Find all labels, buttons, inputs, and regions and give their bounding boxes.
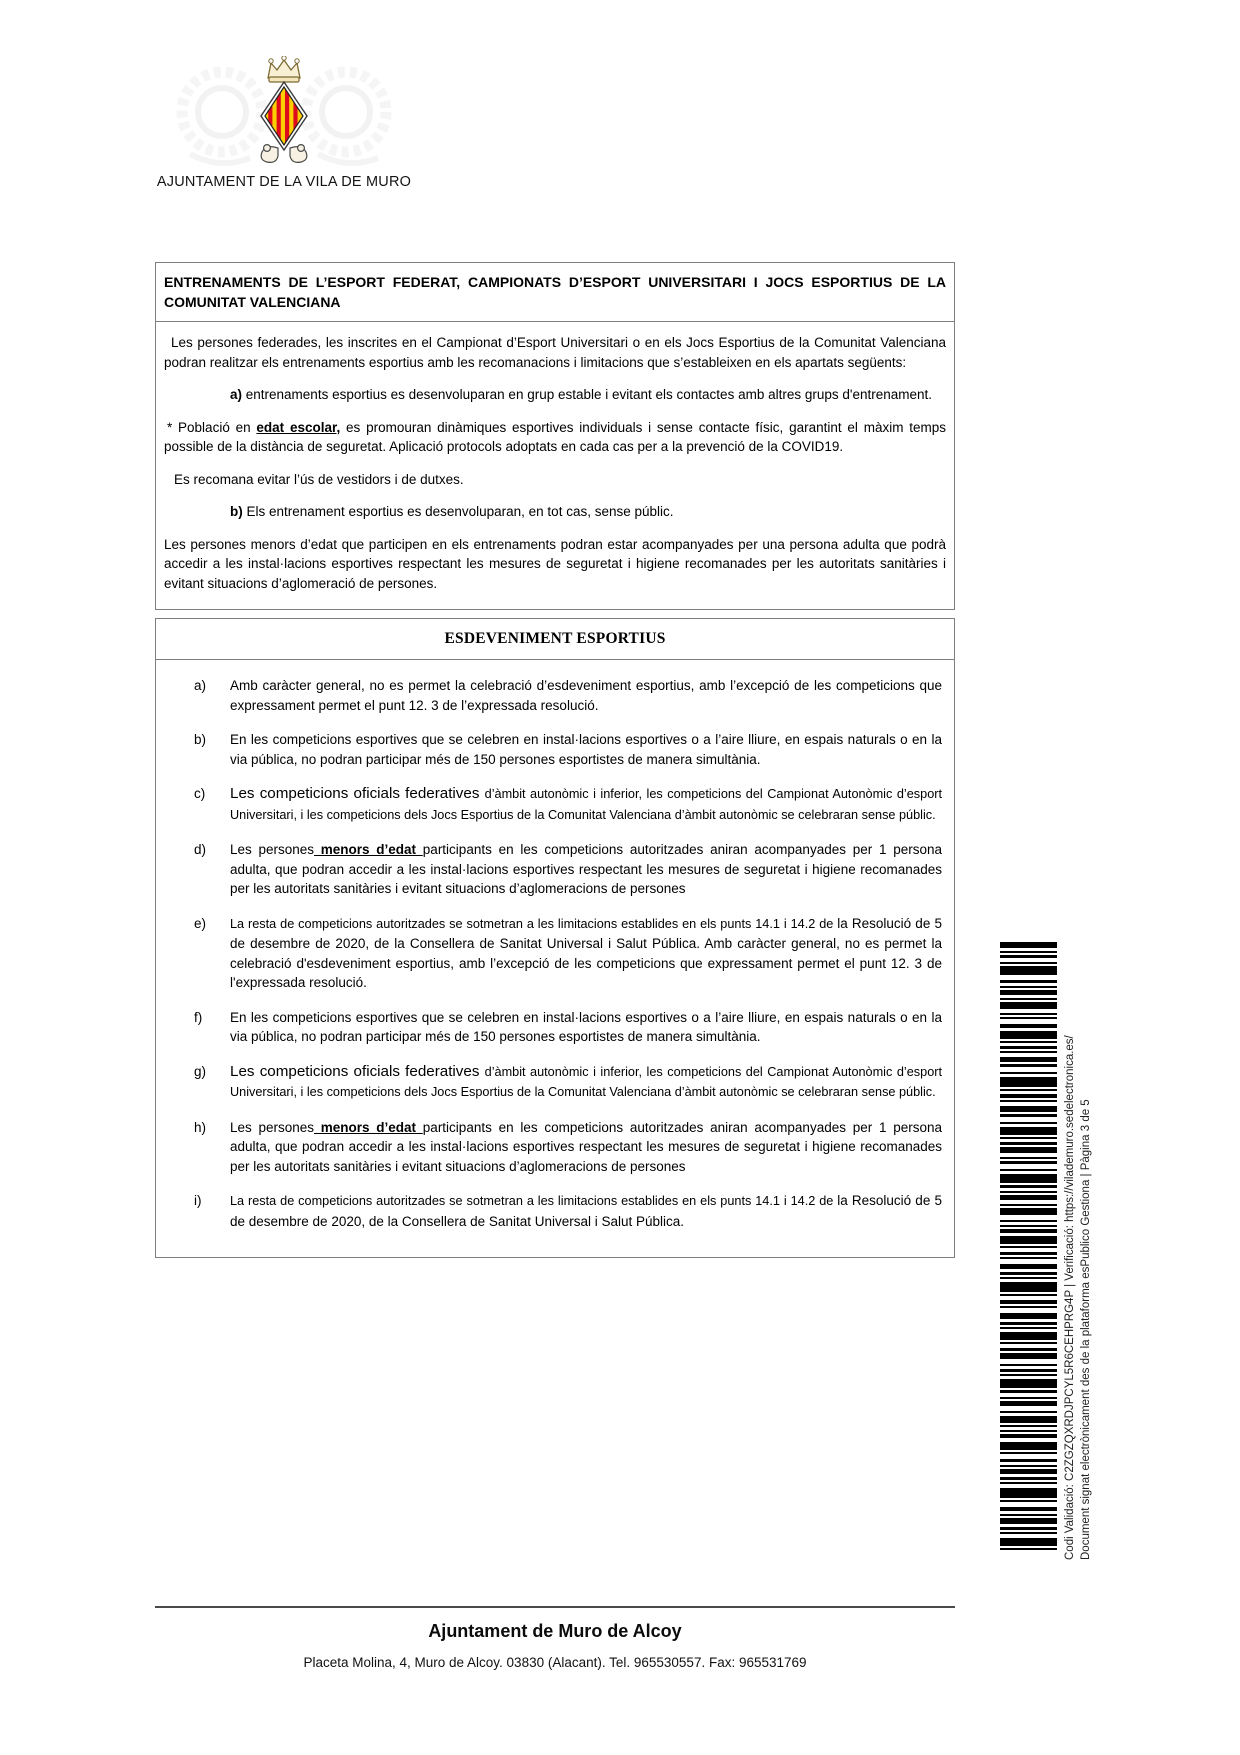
validation-text	[1062, 940, 1096, 1560]
barcode-bar	[1000, 1002, 1057, 1009]
intro-paragraph	[230, 502, 946, 522]
barcode-bar	[1000, 1208, 1057, 1215]
text-segment: a)	[230, 387, 243, 402]
barcode-bar	[1000, 1264, 1057, 1269]
list-item-letter: b)	[194, 732, 207, 747]
barcode-bar	[1000, 1161, 1057, 1164]
list-item-letter: g)	[194, 1063, 207, 1079]
list-item	[194, 1062, 942, 1103]
list-item	[194, 1008, 942, 1047]
barcode-bar	[1000, 942, 1057, 948]
barcode-bar	[1000, 1277, 1057, 1279]
barcode-bar	[1000, 1089, 1057, 1091]
barcode-bar	[1000, 1041, 1057, 1043]
list-item-letter: e)	[194, 915, 207, 931]
barcode-bar	[1000, 1518, 1057, 1524]
barcode-bar	[1000, 1046, 1057, 1049]
barcode-bar	[1000, 1538, 1057, 1546]
barcode-bar	[1000, 1514, 1057, 1516]
barcode-bar	[1000, 1294, 1057, 1296]
barcode-bar	[1000, 1114, 1057, 1117]
barcode-bar	[1000, 1527, 1057, 1530]
text-segment: Les competicions oficials federatives	[230, 1062, 485, 1080]
text-segment: participants en les competicions autoritzades aniran acompanyades per 1 persona adulta, que podran accedir a les instal·lacions esportives respectant les mesures de seguretat i higiene recomanades per les autoritats sanitàries i evitant situacions d’aglomeracions de persones	[230, 1119, 942, 1174]
barcode-bar	[1000, 1411, 1057, 1413]
barcode-bar	[1000, 1507, 1057, 1511]
barcode-bar	[1000, 1401, 1057, 1406]
list-item-letter: f)	[194, 1009, 203, 1025]
list-item	[194, 840, 942, 899]
barcode-bar	[1000, 1282, 1057, 1292]
barcode-bar	[1000, 1364, 1057, 1366]
barcode-bar	[1000, 1057, 1057, 1062]
text-segment: En les competicions esportives que se celebren en instal·lacions esportives o a l’aire lliure, en espais naturals o en la via pública, no podran participar més de 150 persones esportistes de manera simultània.	[230, 1009, 942, 1044]
list-item-text	[230, 840, 942, 899]
barcode-bar	[1000, 1332, 1057, 1340]
barcode-bar	[1000, 1236, 1057, 1244]
text-segment: Les competicions oficials federatives	[230, 785, 485, 802]
barcode-bar	[1000, 1195, 1057, 1200]
text-segment: participants en les competicions autoritzades aniran acompanyades per 1 persona adulta, que podran accedir a les instal·lacions esportives respectant les mesures de seguretat i higiene recomanades per les autoritats sanitàries i evitant situacions d’aglomeracions de persones	[230, 842, 942, 896]
barcode-bar	[1000, 1369, 1057, 1372]
barcode-bar	[1000, 1374, 1057, 1376]
barcode-bar	[1000, 1185, 1057, 1188]
barcode-bar	[1000, 1442, 1057, 1450]
barcode-bar	[1000, 1017, 1057, 1019]
section-header-box	[155, 618, 955, 660]
barcode-bar	[1000, 1452, 1057, 1454]
barcode-bar	[1000, 1434, 1057, 1438]
page-footer	[155, 1606, 955, 1670]
text-segment: Amb caràcter general, no es permet la celebració d’esdeveniment esportius, amb l’excepció de les competicions que expressament permet el punt 12. 3 de l’expressada resolució.	[230, 678, 942, 713]
barcode-bar	[1000, 1379, 1057, 1388]
barcode-bar	[1000, 986, 1057, 988]
list-item	[194, 1191, 942, 1231]
barcode-bar	[1000, 1300, 1057, 1304]
barcode-bar	[1000, 1342, 1057, 1344]
list-item-text	[230, 730, 942, 769]
barcode-bar	[1000, 1174, 1057, 1183]
barcode	[1000, 942, 1057, 1558]
text-segment: Les persones	[230, 842, 315, 857]
barcode-bar	[1000, 1397, 1057, 1399]
list-item-text	[230, 1008, 942, 1047]
text-segment: edat escolar,	[256, 419, 341, 435]
barcode-bar	[1000, 1482, 1057, 1484]
barcode-bar	[1000, 1488, 1057, 1498]
intro-paragraph	[164, 535, 946, 594]
barcode-bar	[1000, 1106, 1057, 1112]
lozenge-shield	[261, 82, 307, 150]
barcode-bar	[1000, 955, 1057, 958]
intro-paragraph	[164, 470, 946, 490]
list-item	[194, 784, 942, 825]
barcode-bar	[1000, 951, 1057, 953]
crown-icon	[268, 56, 300, 82]
section-title: ESDEVENIMENT ESPORTIUS	[444, 630, 666, 647]
barcode-bar	[1000, 1100, 1057, 1102]
barcode-bar	[1000, 990, 1057, 995]
list-item	[194, 676, 942, 715]
list-item-text	[230, 784, 942, 825]
barcode-bar	[1000, 1322, 1057, 1325]
crest	[261, 56, 307, 162]
list-item	[194, 914, 942, 993]
barcode-bar	[1000, 1477, 1057, 1480]
barcode-bar	[1000, 1353, 1057, 1359]
barcode-bar	[1000, 1204, 1057, 1206]
barcode-bar	[1000, 1229, 1057, 1233]
barcode-bar	[1000, 1064, 1057, 1067]
text-segment: Es recomana evitar l’ús de vestidors i de dutxes.	[174, 471, 464, 487]
barcode-bar	[1000, 1191, 1057, 1193]
intro-paragraph	[164, 418, 946, 457]
intro-paragraph	[164, 333, 946, 372]
barcode-bar	[1000, 1430, 1057, 1432]
footer-address: Placeta Molina, 4, Muro de Alcoy. 03830 (Alacant). Tel. 965530557. Fax: 965531769	[303, 1655, 807, 1670]
barcode-bar	[1000, 1327, 1057, 1329]
barcode-bar	[1000, 1157, 1057, 1159]
barcode-bar	[1000, 1390, 1057, 1393]
text-segment: d’àmbit autonòmic i inferior, les competicions del Campionat Autonòmic d’esport Universitari, i les competicions dels Jocs Esportius de la Comunitat Valenciana d’àmbit autonòmic se celebraran sense públic.	[230, 1064, 942, 1099]
barcode-bar	[1000, 1147, 1057, 1153]
barcode-bar	[1000, 1127, 1057, 1135]
barcode-bar	[1000, 1348, 1057, 1351]
barcode-bar	[1000, 1122, 1057, 1124]
event-list-box	[155, 659, 955, 1258]
barcode-bar	[1000, 1225, 1057, 1227]
text-segment: La resta de competicions autoritzades se sotmetran a les limitacions establides en els punts 14.1 i 14.2 de	[230, 916, 838, 931]
barcode-bar	[1000, 1469, 1057, 1474]
text-segment: b)	[230, 504, 243, 519]
barcode-bar	[1000, 998, 1057, 1000]
document-title: ENTRENAMENTS DE L’ESPORT FEDERAT, CAMPIONATS D’ESPORT UNIVERSITARI I JOCS ESPORTIUS DE LA COMUNITAT VALENCIANA	[164, 274, 946, 310]
org-name: AJUNTAMENT DE LA VILA DE MURO	[156, 174, 412, 190]
text-segment: menors d’edat	[314, 842, 423, 857]
list-item-letter: h)	[194, 1119, 207, 1135]
intro-paragraph	[230, 385, 946, 405]
text-segment: Els entrenament esportius es desenvoluparan, en tot cas, sense públic.	[242, 504, 674, 519]
barcode-bar	[1000, 1500, 1057, 1502]
text-segment: Les persones menors d’edat que participen en els entrenaments podran estar acompanyades per una persona adulta que podrà accedir a les instal·lacions esportives respectant les mesures de seguretat i higiene recomanades per les autoritats sanitàries i evitant situacions d’aglomeració de persones.	[164, 536, 946, 591]
barcode-bar	[1000, 1013, 1057, 1015]
barcode-bar	[1000, 1306, 1057, 1308]
text-segment: es promouran dinàmiques esportives individuals i sense contacte físic, garantint el màxim temps possible de la distància de seguretat. Aplicació protocols adoptats en cada cas per a la prevenció de la COVID19.	[164, 419, 946, 454]
barcode-bar	[1000, 1094, 1057, 1098]
barcode-bar	[1000, 966, 1057, 975]
list-item-text	[230, 1118, 942, 1177]
barcode-bar	[1000, 1313, 1057, 1319]
barcode-bar	[1000, 1459, 1057, 1462]
barcode-bar	[1000, 1532, 1057, 1534]
barcode-bar	[1000, 1272, 1057, 1275]
barcode-bar	[1000, 1257, 1057, 1259]
barcode-bar	[1000, 1416, 1057, 1423]
barcode-bar	[1000, 1169, 1057, 1171]
list-item-text	[230, 676, 942, 715]
barcode-bar	[1000, 980, 1057, 983]
text-segment: menors d’edat	[314, 1119, 423, 1135]
text-segment: Les persones	[230, 1119, 315, 1135]
list-item-letter: i)	[194, 1193, 202, 1208]
barcode-bar	[1000, 1051, 1057, 1053]
list-item	[194, 1118, 942, 1177]
intro-box	[155, 321, 955, 610]
barcode-bar	[1000, 1137, 1057, 1139]
validation-line2: Document signat electrònicament des de la plataforma esPublico Gestiona | Pàgina 3 de 5	[1080, 1099, 1092, 1560]
barcode-bar	[1000, 1077, 1057, 1087]
barcode-bar	[1000, 1246, 1057, 1248]
barcode-bar	[1000, 1031, 1057, 1039]
text-segment: d’àmbit autonòmic i inferior, les competicions del Campionat Autonòmic d’esport Universitari, i les competicions dels Jocs Esportius de la Comunitat Valenciana d’àmbit autonòmic se celebraran sense públic.	[230, 787, 942, 822]
coat-of-arms	[150, 56, 418, 166]
barcode-bar	[1000, 1220, 1057, 1222]
barcode-bar	[1000, 962, 1057, 964]
barcode-bar	[1000, 1548, 1057, 1550]
list-item-text	[230, 914, 942, 993]
list-item-text	[230, 1191, 942, 1231]
text-segment: la Resolució de 5 de desembre de 2020, de la Consellera de Sanitat Universal i Salut Pública. Amb caràcter general, no es permet la celebració d'esdeveniment esportius, amb l’excepció de les competicions que expressament permet el punt 12. 3 de l'expressada resolució.	[230, 915, 942, 990]
barcode-bar	[1000, 1142, 1057, 1145]
letterhead	[150, 56, 418, 190]
text-segment: Les persones federades, les inscrites en el Campionat d’Esport Universitari o en els Jocs Esportius de la Comunitat Valenciana podran realitzar els entrenaments esportius amb les recomanacions i limitacions que s’estableixen en els apartats següents:	[164, 335, 946, 370]
text-segment: La resta de competicions autoritzades se sotmetran a les limitacions establides en els punts 14.1 i 14.2 de	[230, 1194, 838, 1208]
barcode-bar	[1000, 1072, 1057, 1074]
list-item-letter: d)	[194, 842, 207, 857]
text-segment: En les competicions esportives que se celebren en instal·lacions esportives o a l’aire lliure, en espais naturals o en la via pública, no podran participar més de 150 persones esportistes de manera simultània.	[230, 732, 942, 767]
barcode-bar	[1000, 1024, 1057, 1028]
title-box	[155, 262, 955, 322]
list-item-letter: a)	[194, 678, 207, 693]
barcode-bar	[1000, 1465, 1057, 1467]
text-segment: * Població en	[167, 419, 257, 435]
validation-line1: Codi Validació: C2ZGZQXRDJPCYL5R6CEHPRG4P | Verificació: https://vilademuro.sedelectronica.es/	[1064, 1035, 1076, 1560]
list-item-letter: c)	[194, 786, 206, 801]
barcode-bar	[1000, 1252, 1057, 1255]
footer-org-name: Ajuntament de Muro de Alcoy	[428, 1621, 682, 1641]
list-item	[194, 730, 942, 769]
barcode-bar	[1000, 1425, 1057, 1427]
text-segment: la Resolució de 5 de desembre de 2020, de la Consellera de Sanitat Universal i Salut Pública.	[230, 1193, 942, 1229]
list-item-text	[230, 1062, 942, 1103]
document-body	[155, 262, 955, 1258]
text-segment: entrenaments esportius es desenvoluparan en grup estable i evitant els contactes amb altres grups d'entrenament.	[242, 387, 932, 402]
